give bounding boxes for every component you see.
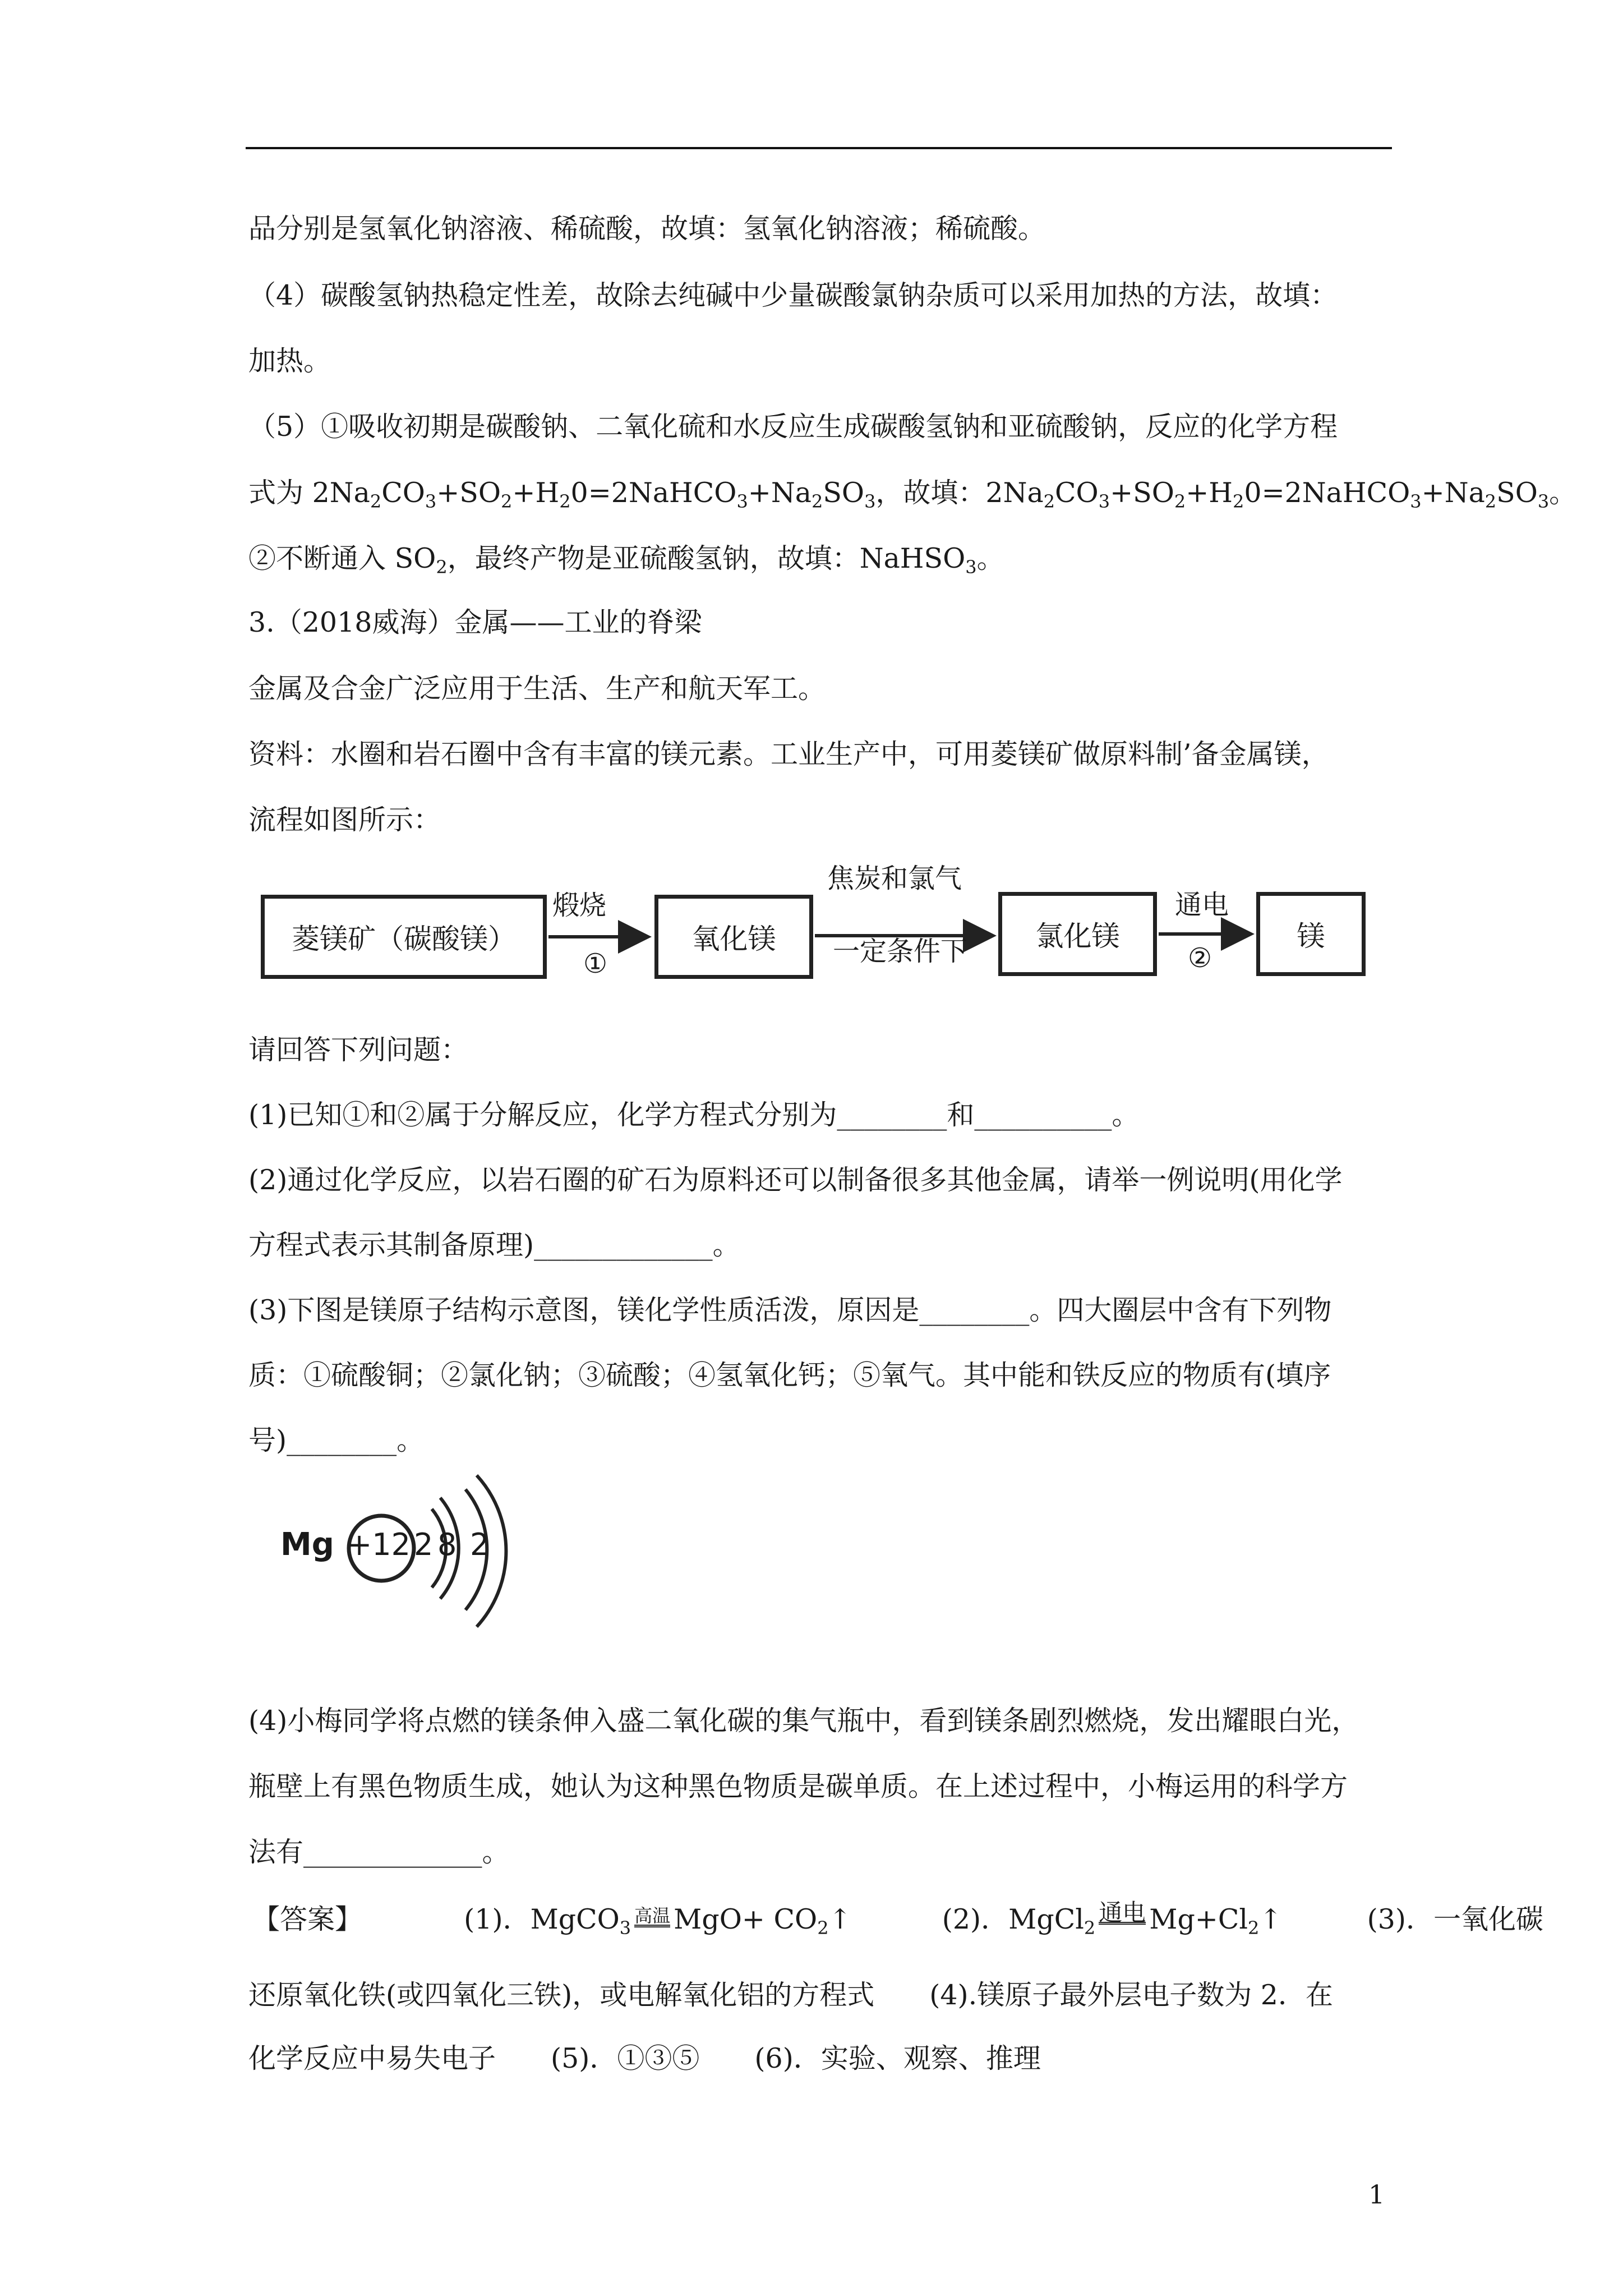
text-line: 流程如图所示： [248, 804, 441, 836]
flow-label-step1: ① [583, 948, 608, 979]
page-number: 1 [1368, 2179, 1385, 2210]
text-line: 瓶壁上有黑色物质生成，她认为这种黑色物质是碳单质。在上述过程中，小梅运用的科学方 [248, 1770, 1348, 1802]
flow-label-electrolysis: 通电 [1175, 889, 1229, 921]
flow-label-coke-chlorine: 焦炭和氯气 [827, 863, 962, 894]
shell-count-2: 8 [437, 1527, 457, 1562]
text-line: 金属及合金广泛应用于生活、生产和航天军工。 [248, 673, 826, 705]
question-title: 3.（2018威海）金属——工业的脊梁 [248, 606, 702, 638]
atom-shells [264, 1458, 527, 1672]
text-line: (3)下图是镁原子结构示意图，镁化学性质活泼，原因是________。四大圈层中含有下列物 [248, 1294, 1332, 1326]
answer-label: 【答案】 [252, 1903, 363, 1935]
text-line: 法有_____________。 [248, 1836, 510, 1868]
text-line: （4）碳酸氢钠热稳定性差，故除去纯碱中少量碳酸氯钠杂质可以采用加热的方法，故填： [248, 279, 1338, 311]
text-line: 方程式表示其制备原理)_____________。 [248, 1229, 740, 1261]
condition-electrolysis: 通电 [1099, 1899, 1146, 1926]
text-line: 品分别是氢氧化钠溶液、稀硫酸，故填：氢氧化钠溶液；稀硫酸。 [248, 213, 1046, 245]
flow-arrows [0, 0, 1623, 1010]
shell-count-1: 2 [414, 1527, 434, 1562]
text-line: 资料：水圈和岩石圈中含有丰富的镁元素。工业生产中，可用菱镁矿做原料制’备金属镁， [248, 738, 1329, 770]
text-line: 号)________。 [248, 1424, 425, 1456]
text-line: 加热。 [248, 345, 331, 377]
flow-label-calcine: 煅烧 [552, 890, 607, 921]
text-line: (1)已知①和②属于分解反应，化学方程式分别为________和__________。 [248, 1099, 1140, 1131]
answer-line-3: 化学反应中易失电子 (5)．①③⑤ (6)．实验、观察、推理 [248, 2042, 1041, 2074]
text-line: 请回答下列问题： [248, 1034, 469, 1066]
nucleus-charge: +12 [347, 1527, 411, 1562]
text-line: （5）①吸收初期是碳酸钠、二氧化硫和水反应生成碳酸氢钠和亚硫酸钠，反应的化学方程 [248, 411, 1338, 443]
condition-heat: 高温 [634, 1905, 671, 1926]
equation-line: 式为 $2Na_2CO_3+SO_2+H_20=2NaHCO_3+Na_2SO_3$，故填：$2Na_2CO_3+SO_2+H_20=2NaHCO_3+Na_2SO_3$。 [248, 477, 1577, 512]
flow-box-magnesite: 菱镁矿（碳酸镁） [261, 895, 547, 979]
text-line: (2)通过化学反应，以岩石圈的矿石为原料还可以制备很多其他金属，请举一例说明(用化学 [248, 1164, 1343, 1196]
flow-box-mgo: 氧化镁 [654, 895, 813, 979]
flow-box-mgcl2: 氯化镁 [998, 892, 1157, 976]
shell-count-3: 2 [470, 1527, 490, 1562]
answer-line-2: 还原氧化铁(或四氧化三铁)，或电解氧化铝的方程式 (4).镁原子最外层电子数为 2．在 [248, 1979, 1333, 2011]
answer-line-1: 【答案】 (1)．MgCO$_3$高温 $MgO+ CO_2↑$ (2)．MgCl$_2$通电 $Mg+Cl_2↑$ (3)．一氧化碳 [252, 1899, 1544, 1939]
text-line: (4)小梅同学将点燃的镁条伸入盛二氧化碳的集气瓶中，看到镁条剧烈燃烧，发出耀眼白光， [248, 1705, 1359, 1737]
text-line: ②不断通入 $SO_2$，最终产物是亚硫酸氢钠，故填：NaHSO$_3$。 [248, 542, 1004, 578]
flow-box-mg: 镁 [1256, 892, 1366, 976]
element-symbol: Mg [280, 1526, 334, 1563]
flow-label-condition: 一定条件下 [833, 936, 968, 967]
text-line: 质：①硫酸铜；②氯化钠；③硫酸；④氢氧化钙；⑤氧气。其中能和铁反应的物质有(填序 [248, 1359, 1331, 1391]
flow-label-step2: ② [1188, 942, 1212, 974]
